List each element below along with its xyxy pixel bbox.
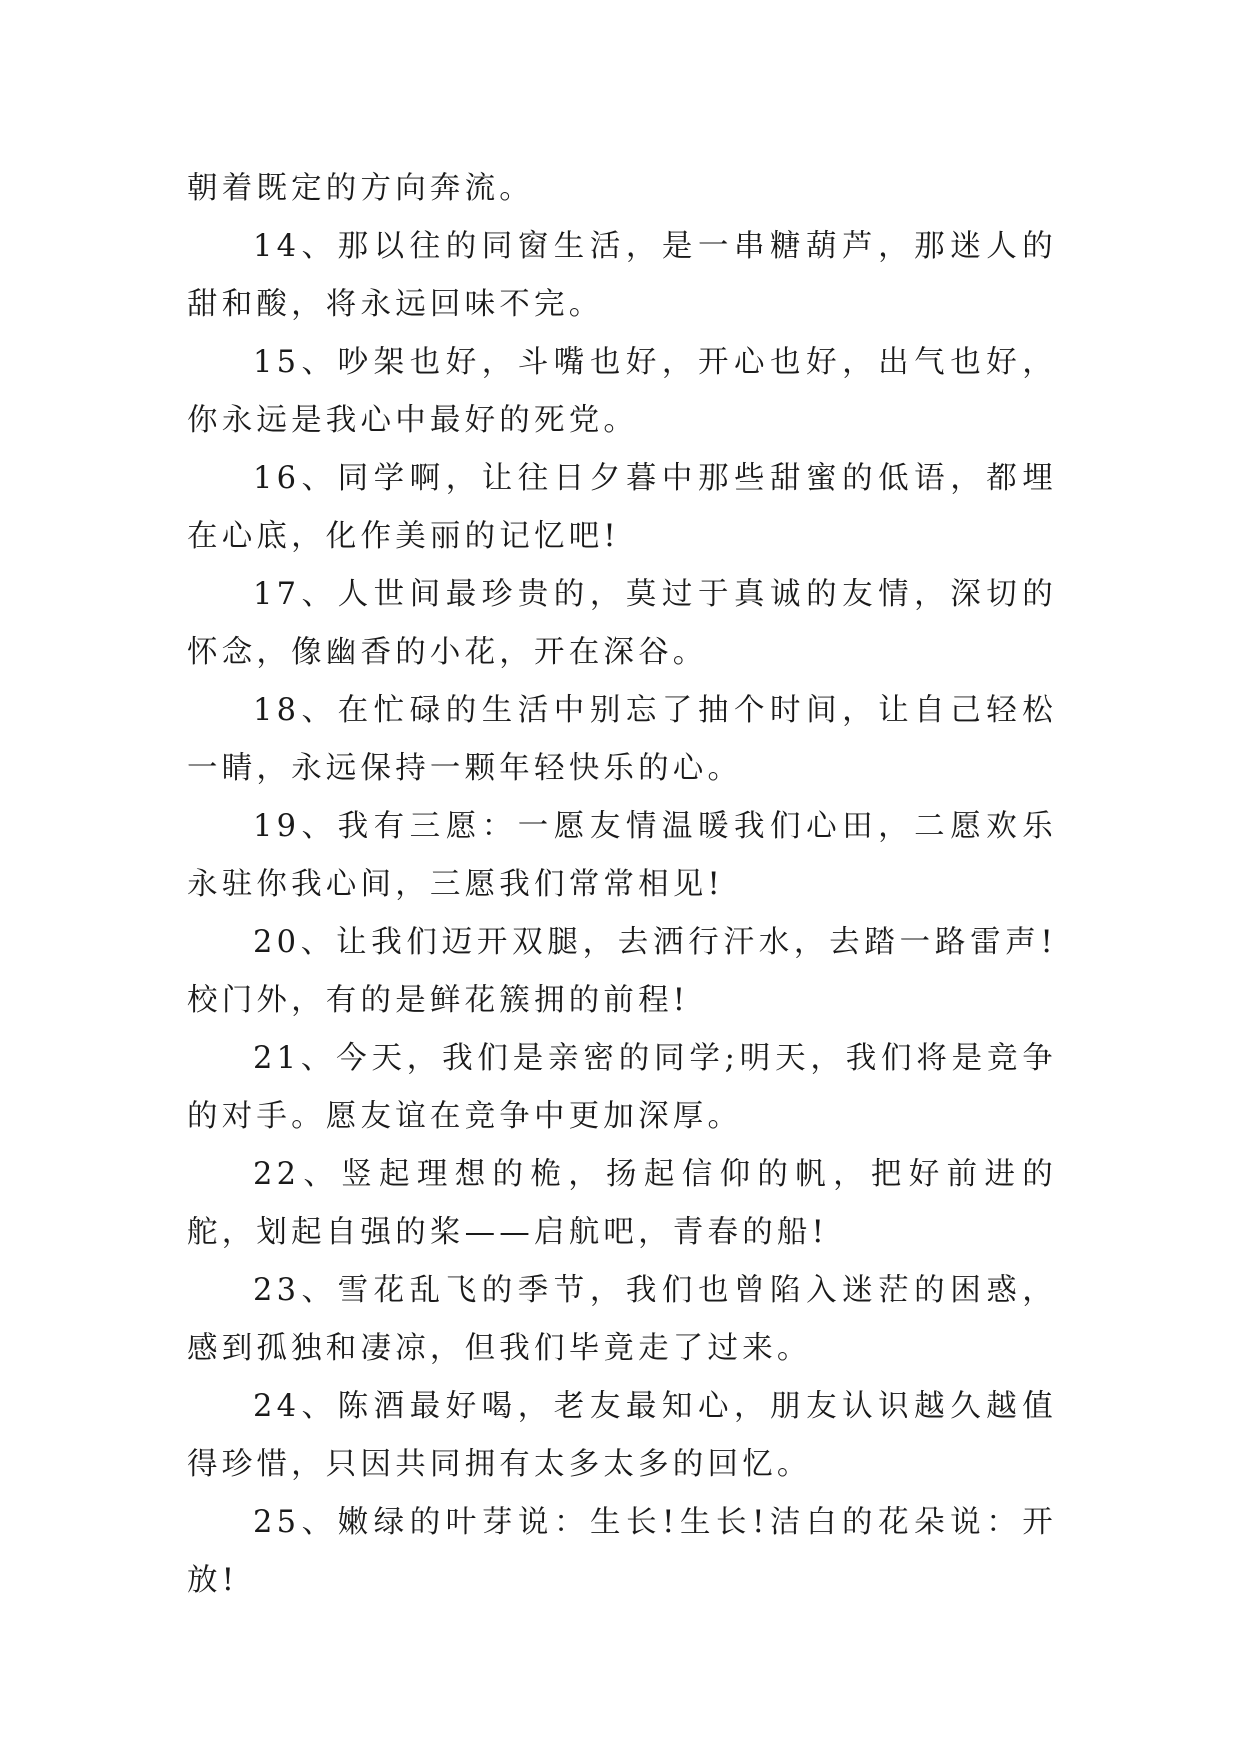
document-body [187, 160, 1057, 1610]
paragraph-24: 24、陈酒最好喝，老友最知心，朋友认识越久越值得珍惜，只因共同拥有太多太多的回忆。 [187, 1389, 1057, 1482]
paragraph-17: 17、人世间最珍贵的，莫过于真诚的友情，深切的怀念，像幽香的小花，开在深谷。 [187, 577, 1057, 670]
paragraph-23: 23、雪花乱飞的季节，我们也曾陷入迷茫的困惑，感到孤独和凄凉，但我们毕竟走了过来。 [187, 1273, 1057, 1366]
paragraph-22: 22、竖起理想的桅，扬起信仰的帆，把好前进的舵，划起自强的桨——启航吧，青春的船! [187, 1157, 1057, 1250]
paragraph-19: 19、我有三愿：一愿友情温暖我们心田，二愿欢乐永驻你我心间，三愿我们常常相见! [187, 809, 1057, 902]
paragraph-14: 14、那以往的同窗生活，是一串糖葫芦，那迷人的甜和酸，将永远回味不完。 [187, 229, 1057, 322]
paragraph-18: 18、在忙碌的生活中别忘了抽个时间，让自己轻松一睛，永远保持一颗年轻快乐的心。 [187, 693, 1057, 786]
paragraph-16: 16、同学啊，让往日夕暮中那些甜蜜的低语，都埋在心底，化作美丽的记忆吧! [187, 461, 1057, 554]
paragraph-25: 25、嫩绿的叶芽说：生长!生长!洁白的花朵说：开放! [187, 1505, 1057, 1598]
paragraph-continuation: 朝着既定的方向奔流。 [187, 171, 534, 206]
paragraph-20: 20、让我们迈开双腿，去洒行汗水，去踏一路雷声!校门外，有的是鲜花簇拥的前程! [187, 925, 1057, 1018]
paragraph-21: 21、今天，我们是亲密的同学;明天，我们将是竞争的对手。愿友谊在竞争中更加深厚。 [187, 1041, 1057, 1134]
paragraph-15: 15、吵架也好，斗嘴也好，开心也好，出气也好，你永远是我心中最好的死党。 [187, 345, 1057, 438]
